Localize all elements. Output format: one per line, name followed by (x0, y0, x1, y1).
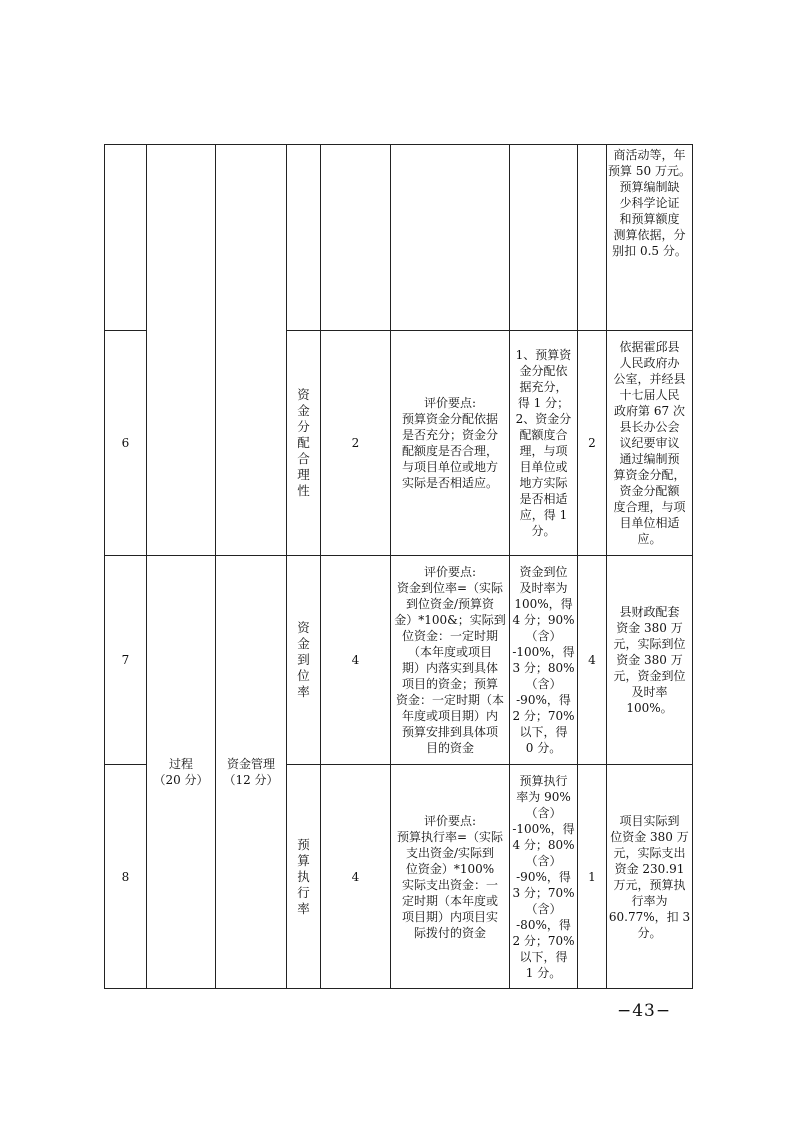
weight-cell: 4 (321, 556, 391, 765)
weight-cell: 2 (321, 331, 391, 556)
explanation-cell: 项目实际到 位资金 380 万 元，实际支出 资金 230.91 万元，预算执 行率为 60.77%，扣 3 分。 (607, 765, 693, 989)
explanation-cell: 商活动等，年 预算 50 万元。 预算编制缺 少科学论证 和预算额度 测算依据，分 别扣 0.5 分。 (607, 145, 693, 331)
row-number: 8 (105, 765, 147, 989)
row-number: 7 (105, 556, 147, 765)
score-cell: 4 (578, 556, 607, 765)
level3-indicator: 资 金 到 位 率 (287, 556, 321, 765)
standard-cell: 预算执行 率为 90% （含） -100%，得 4 分；80% （含） -90%，得 3 分；70% （含） -80%，得 2 分；70% 以下，得 1 分。 (510, 765, 578, 989)
table-row (105, 556, 693, 765)
standard-cell: 1、预算资 金分配依 据充分， 得 1 分； 2、资金分 配额度合 理，与项 目单位或 地方实际 是否相适 应，得 1 分。 (510, 331, 578, 556)
row-number (105, 145, 147, 331)
standard-cell (510, 145, 578, 331)
description-cell (391, 145, 510, 331)
level2-indicator-blank (216, 145, 287, 556)
score-cell: 1 (578, 765, 607, 989)
score-cell: 2 (578, 331, 607, 556)
row-number: 6 (105, 331, 147, 556)
level3-indicator: 资 金 分 配 合 理 性 (287, 331, 321, 556)
evaluation-table (104, 144, 693, 989)
description-cell: 评价要点: 资金到位率=（实际 到位资金/预算资 金）*100&；实际到 位资金：一定时期 （本年度或项目 期）内落实到具体 项目的资金；预算 资金：一定时期（本 年度或项目期）内 预算安排到具体项 目的资金 (391, 556, 510, 765)
level1-indicator: 过程 （20 分） (147, 556, 216, 989)
weight-cell: 4 (321, 765, 391, 989)
standard-cell: 资金到位 及时率为 100%，得 4 分；90% （含） -100%，得 3 分；80% （含） -90%，得 2 分；70% 以下，得 0 分。 (510, 556, 578, 765)
page-number: −43− (617, 1001, 672, 1021)
weight-cell (321, 145, 391, 331)
explanation-cell: 依据霍邱县 人民政府办 公室，并经县 十七届人民 政府第 67 次 县长办公会 议纪要审议 通过编制预 算资金分配， 资金分配额 度合理，与项 目单位相适 应。 (607, 331, 693, 556)
table-row (105, 145, 693, 331)
description-cell: 评价要点: 预算资金分配依据 是否充分；资金分 配额度是否合理， 与项目单位或地方 实际是否相适应。 (391, 331, 510, 556)
level3-indicator: 预 算 执 行 率 (287, 765, 321, 989)
level2-indicator: 资金管理 （12 分） (216, 556, 287, 989)
explanation-cell: 县财政配套 资金 380 万 元，实际到位 资金 380 万 元，资金到位 及时率 100%。 (607, 556, 693, 765)
description-cell: 评价要点: 预算执行率=（实际 支出资金/实际到 位资金）*100% 实际支出资金：一 定时期（本年度或 项目期）内项目实 际拨付的资金 (391, 765, 510, 989)
score-cell (578, 145, 607, 331)
level3-indicator (287, 145, 321, 331)
level1-indicator-blank (147, 145, 216, 556)
